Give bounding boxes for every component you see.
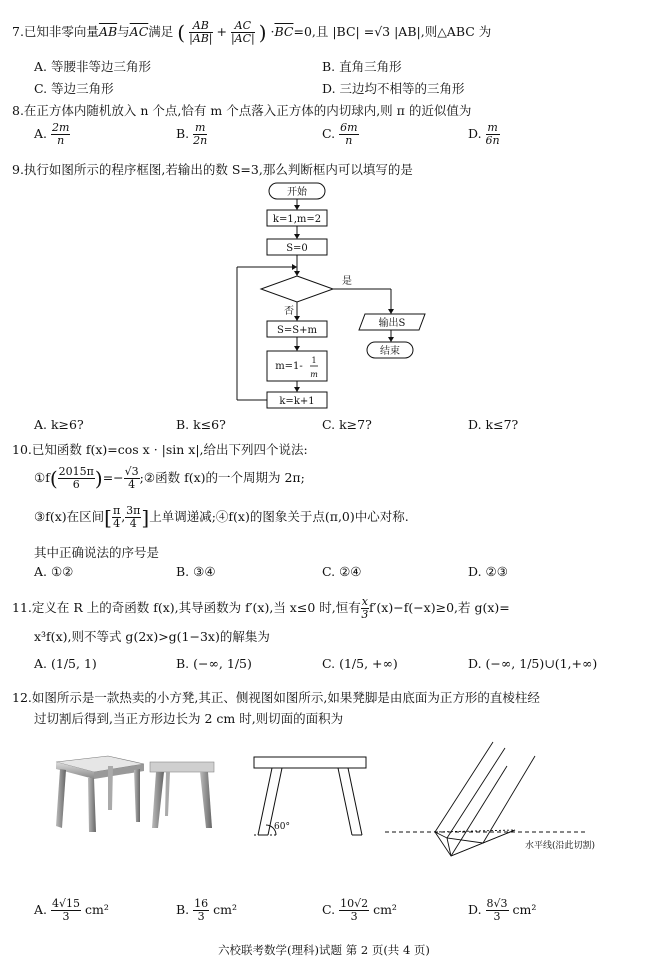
flow-s0-text: S=0 — [286, 243, 308, 254]
q7-option-a[interactable]: A. 等腰非等边三角形 — [34, 59, 151, 74]
flow-end-text: 结束 — [380, 346, 400, 357]
q8-option-a[interactable]: A. $\frac{2m}{n}$ — [34, 121, 70, 147]
q7-option-c[interactable]: C. 等边三角形 — [34, 81, 114, 96]
q7-option-d[interactable]: D. 三边均不相等的三角形 — [322, 81, 465, 96]
q11-option-b[interactable]: B. (−∞, 1/5) — [176, 656, 252, 671]
q9-option-d[interactable]: D. k≤7? — [468, 417, 519, 432]
cut-line-label: 水平线(沿此切割) — [525, 841, 596, 851]
q11-option-d[interactable]: D. (−∞, 1/5)∪(1,+∞) — [468, 656, 598, 671]
q10-stem: 10.已知函数 f(x)=cos x · |sin x|,给出下列四个说法: — [12, 442, 308, 457]
flow-yes-label: 是 — [342, 276, 352, 287]
flow-no-label: 否 — [284, 306, 294, 317]
page-footer: 六校联考数学(理科)试题 第 2 页(共 4 页) — [218, 943, 430, 957]
q10-option-c[interactable]: C. ②④ — [322, 564, 362, 579]
q12-line1: 12.如图所示是一款热卖的小方凳,其正、侧视图如图所示,如果凳脚是由底面为正方形的直棱柱经 — [12, 690, 540, 705]
q9-option-b[interactable]: B. k≤6? — [176, 417, 226, 432]
q8-option-c[interactable]: C. $\frac{6m}{n}$ — [322, 121, 358, 147]
stool-front-view — [250, 755, 380, 845]
angle-label: 60° — [274, 822, 290, 832]
q11-line1: 11.定义在 R 上的奇函数 f(x),其导函数为 f′(x),当 x≤0 时,恒有 $\frac{x}{3}$ f′(x)−f(−x)≥0,若 g(x)= — [12, 595, 510, 621]
q12-option-a[interactable]: A. $\frac{4√15}{3}$ cm² — [34, 897, 109, 923]
q11-line2: x³f(x),则不等式 g(2x)>g(1−3x)的解集为 — [34, 629, 270, 644]
stool-leg-cut-diagram — [385, 738, 625, 868]
q12-option-c[interactable]: C. $\frac{10√2}{3}$ cm² — [322, 897, 397, 923]
q10-statement-1-2: ①f( $\frac{2015\pi}{6}$ )=− $\frac{√3}{4}$ ;②函数 f(x)的一个周期为 2π; — [34, 465, 305, 491]
q8-stem: 8.在正方体内随机放入 n 个点,恰有 m 个点落入正方体的内切球内,则 π 的近似值为 — [12, 103, 472, 118]
stool-photo-side — [148, 760, 218, 832]
q11-option-a[interactable]: A. (1/5, 1) — [34, 656, 97, 671]
q10-option-d[interactable]: D. ②③ — [468, 564, 508, 579]
q10-option-b[interactable]: B. ③④ — [176, 564, 216, 579]
q12-line2: 过切割后得到,当正方形边长为 2 cm 时,则切面的面积为 — [34, 711, 344, 726]
flow-output-text: 输出S — [378, 318, 406, 329]
q9-option-a[interactable]: A. k≥6? — [34, 417, 84, 432]
q9-option-c[interactable]: C. k≥7? — [322, 417, 372, 432]
flow-k-update-text: k=k+1 — [279, 396, 315, 407]
q10-statement-3-4: ③f(x)在区间[ $\frac{\pi}{4}$ , $\frac{3\pi}{4}$ ]上单调递减;④f(x)的图象关于点(π,0)中心对称. — [34, 504, 409, 530]
q7-option-b[interactable]: B. 直角三角形 — [322, 59, 402, 74]
flow-init-text: k=1,m=2 — [272, 214, 322, 225]
q8-option-d[interactable]: D. $\frac{m}{6n}$ — [468, 121, 500, 147]
q10-ask: 其中正确说法的序号是 — [34, 545, 160, 560]
q11-option-c[interactable]: C. (1/5, +∞) — [322, 656, 398, 671]
q8-option-b[interactable]: B. $\frac{m}{2n}$ — [176, 121, 208, 147]
q12-option-b[interactable]: B. $\frac{16}{3}$ cm² — [176, 897, 238, 923]
q12-option-d[interactable]: D. $\frac{8√3}{3}$ cm² — [468, 897, 537, 923]
flow-s-update-text: S=S+m — [277, 325, 317, 336]
flow-m-num: 1 — [311, 356, 317, 365]
flow-start-text: 开始 — [287, 187, 307, 198]
stool-photo-front — [48, 752, 148, 832]
q9-flowchart — [225, 180, 455, 412]
flow-decision-diamond — [261, 276, 333, 302]
flow-m-den: m — [310, 370, 318, 379]
flow-m-update-text: m=1- — [275, 361, 303, 372]
q10-option-a[interactable]: A. ①② — [34, 564, 74, 579]
q9-stem: 9.执行如图所示的程序框图,若输出的数 S=3,那么判断框内可以填写的是 — [12, 162, 413, 177]
q7-stem: 7.已知非零向量$\overline{AB}$与$\overline{AC}$满足 ( $\frac{AB}{|AB|}$ + $\frac{AC}{|AC|}$ ) $\cdot\overline{BC}=0$,且 |BC| =√3 |AB|,则△ABC 为 — [12, 19, 492, 45]
